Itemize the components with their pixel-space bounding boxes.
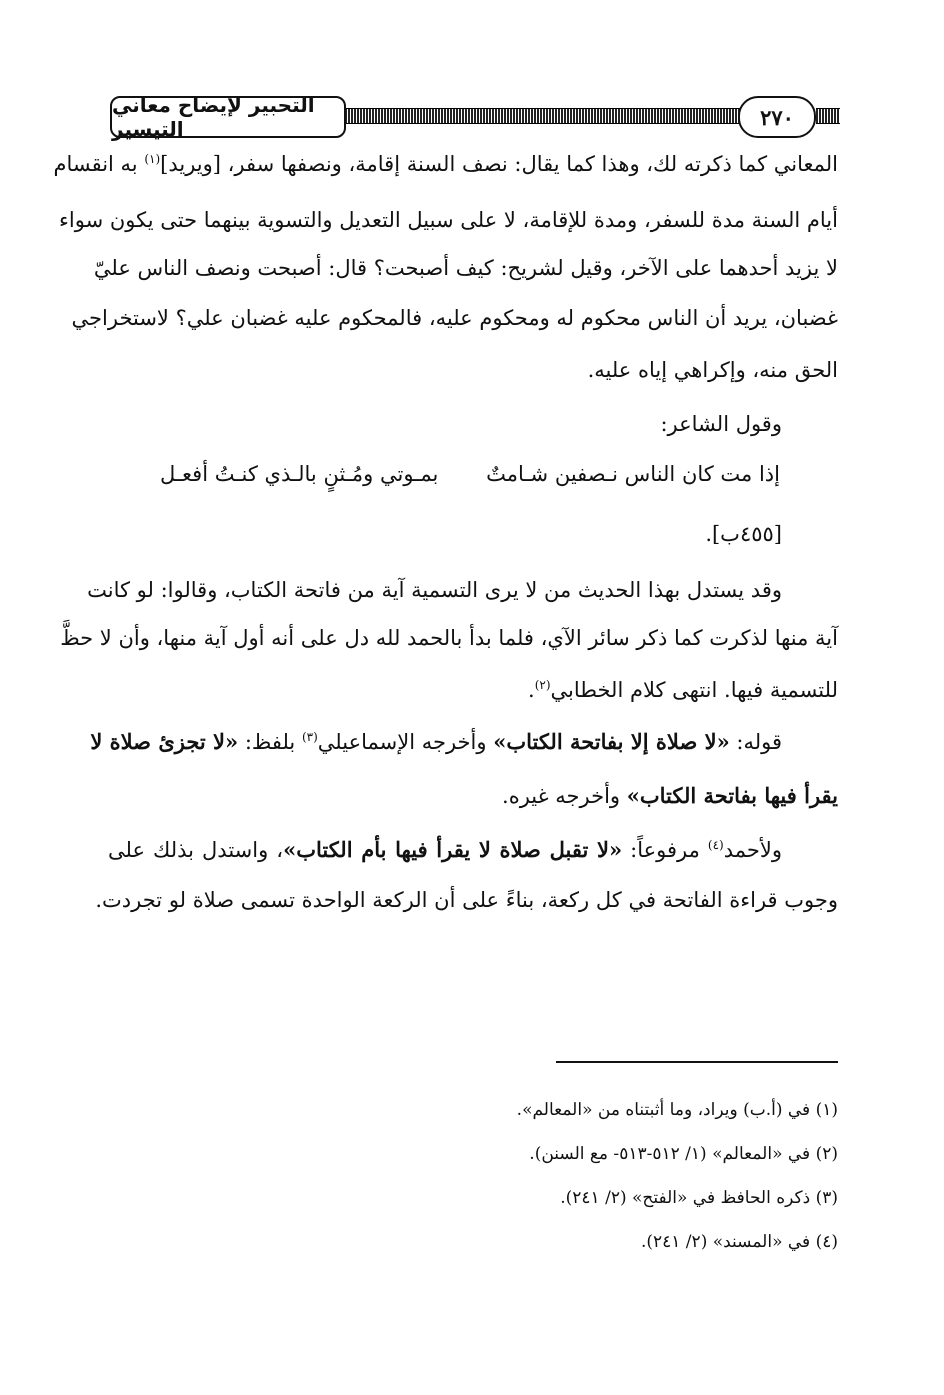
text-line-1-end: به انقسام [53, 152, 145, 176]
footnote-ref-2: (٢) [534, 678, 551, 692]
para3-mid: وأخرجه الإسماعيلي [317, 730, 494, 754]
text-line-para2-1: وقد يستدل بهذا الحديث من لا يرى التسمية آية من فاتحة الكتاب، وقالوا: لو كانت [87, 578, 782, 602]
footnote-4: (٤) في «المسند» (٢/ ٢٤١). [640, 1232, 838, 1252]
page-header [108, 93, 840, 146]
page-number: ٢٧٠ [738, 96, 816, 138]
text-line-2: أيام السنة مدة للسفر، ومدة للإقامة، لا على سبيل التعديل والتسوية بينهما حتى يكون سواء [59, 208, 838, 232]
text-line-para2-2: آية منها لذكرت كما ذكر سائر الآي، فلما بدأ بالحمد لله دل على أنه أول آية منها، وأن لا حظَّ [60, 626, 838, 650]
header-ornament-rule [333, 108, 780, 124]
text-line-4: غضبان، يريد أن الناس محكوم له ومحكوم عليه، فالمحكوم عليه غضبان علي؟ لاستخراجي [71, 306, 838, 330]
verse-second-hemistich: بمـوتي ومُـثنٍ بالـذي كنـتُ أفعـل [160, 462, 439, 486]
poem-verse [160, 462, 780, 492]
para4-start: ولأحمد [723, 838, 782, 862]
footnote-separator [556, 1061, 838, 1063]
verse-first-hemistich: إذا مت كان الناس نـصفين شـامتٌ [486, 462, 780, 486]
para3-end: وأخرجه غيره. [502, 784, 627, 808]
footnote-1: (١) في (أ.ب) ويراد، وما أثبتناه من «المعالم». [516, 1100, 838, 1120]
hadith-quote-2b: يقرأ فيها بفاتحة الكتاب» [626, 783, 838, 808]
header-ornament-cap [816, 108, 840, 124]
para4-end: ، واستدل بذلك على [108, 838, 284, 862]
text-line-para3-1 [90, 728, 838, 756]
para3-start: قوله: [729, 730, 782, 754]
running-title: التحبير لإيضاح معاني التيسير [110, 96, 346, 138]
poet-intro: وقول الشاعر: [660, 412, 782, 436]
text-line-para3-2 [108, 782, 838, 810]
text-line-5: الحق منه، وإكراهي إياه عليه. [587, 358, 838, 382]
hadith-quote-1: «لا صلاة إلا بفاتحة الكتاب» [493, 729, 730, 754]
footnote-2: (٢) في «المعالم» (١/ ٥١٢-٥١٣- مع السنن). [529, 1144, 838, 1164]
text-line-3: لا يزيد أحدهما على الآخر، وقيل لشريح: كيف أصبحت؟ قال: أصبحت ونصف الناس عليّ [93, 256, 838, 280]
footnote-ref-4: (٤) [707, 838, 724, 852]
para3-mid2: بلفظ: [238, 730, 302, 754]
text-line-1 [53, 150, 838, 178]
footnote-3: (٣) ذكره الحافظ في «الفتح» (٢/ ٢٤١). [560, 1188, 838, 1208]
footnote-ref-1: (١) [144, 152, 161, 166]
footnote-ref-3: (٣) [301, 730, 318, 744]
text-line-1-main: المعاني كما ذكرته لك، وهذا كما يقال: نصف السنة إقامة، ونصفها سفر، [ويريد] [160, 152, 838, 176]
text-line-para2-3: للتسمية فيها. انتهى كلام الخطابي$^{(٢)}$. [528, 678, 838, 702]
folio-marker: [٤٥٥ب]. [705, 522, 782, 546]
para4-mid: مرفوعاً: [622, 838, 708, 862]
text-line-para2-3-main: للتسمية فيها. انتهى كلام الخطابي [550, 678, 838, 702]
hadith-quote-3: «لا تقبل صلاة لا يقرأ فيها بأم الكتاب» [283, 837, 623, 862]
hadith-quote-2a: «لا تجزئ صلاة لا [90, 729, 239, 754]
text-line-para4-1 [108, 836, 838, 864]
text-line-para4-2: وجوب قراءة الفاتحة في كل ركعة، بناءً على أن الركعة الواحدة تسمى صلاة لو تجردت. [95, 888, 838, 912]
